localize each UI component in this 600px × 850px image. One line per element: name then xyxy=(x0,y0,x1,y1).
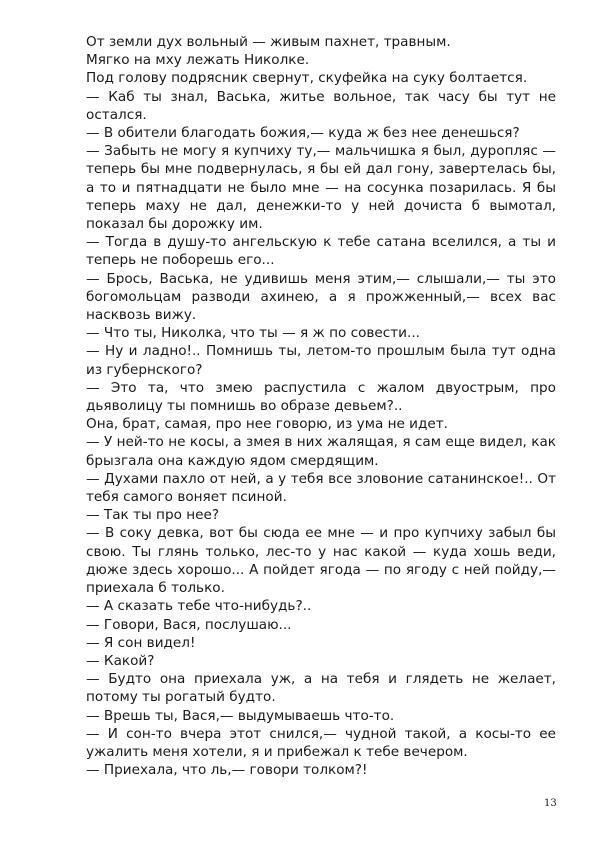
paragraph: — Забыть не могу я купчиху ту,— мальчишка я был, дуропляс — теперь бы мне подвернулась, я бы ей дал гону, завертелась бы, а то и пятнадцати не было мне — на сосунка позарилась. Я бы теперь маху не дал, денежки-то у ней дочиста б вымотал, показал бы дорожку им. xyxy=(86,143,556,233)
paragraph: — Тогда в душу-то ангельскую к тебе сатана вселился, а ты и теперь не поборешь его... xyxy=(86,234,556,269)
paragraph: — Говори, Вася, послушаю... xyxy=(86,616,292,633)
paragraph: Под голову подрясник свернут, скуфейка на суку болтается. xyxy=(86,70,528,87)
body-text xyxy=(86,33,556,779)
paragraph: — Брось, Васька, не удивишь меня этим,— слышали,— ты это богомольцам разводи ахинею, а я прожженный,— всех вас насквозь вижу. xyxy=(86,270,556,324)
paragraph: Она, брат, самая, про нее говорю, из ума не идет. xyxy=(86,416,449,433)
paragraph: — Приехала, что ль,— говори толком?! xyxy=(86,762,368,779)
paragraph: — Какой? xyxy=(86,652,155,669)
paragraph: — Ну и ладно!.. Помнишь ты, летом-то прошлым была тут одна из губернского? xyxy=(86,343,556,378)
paragraph: — Это та, что змею распустила с жалом двуострым, про дьяволицу ты помнишь во образе девьем?.. xyxy=(86,379,556,415)
paragraph: — В обители благодать божия,— куда ж без нее денешься? xyxy=(86,125,520,142)
paragraph: — Каб ты знал, Васька, житье вольное, так часу бы тут не остался. xyxy=(86,88,556,123)
paragraph: — У ней-то не косы, а змея в них жалящая, я сам еще видел, как брызгала она каждую ядом смердящим. xyxy=(86,434,556,469)
paragraph: — Я сон видел! xyxy=(86,634,196,651)
paragraph: — Будто она приехала уж, а на тебя и глядеть не желает, потому ты рогатый будто. xyxy=(86,671,556,706)
paragraph: — Врешь ты, Вася,— выдумываешь что-то. xyxy=(86,707,395,724)
paragraph: — Духами пахло от ней, а у тебя все зловоние сатанинское!.. От тебя самого воняет псиной. xyxy=(86,470,556,506)
page-number: 13 xyxy=(544,798,557,809)
paragraph: — И сон-то вчера этот снился,— чудной такой, а косы-то ее ужалить меня хотели, я и прибежал к тебе вечером. xyxy=(86,725,556,760)
paragraph: — В соку девка, вот бы сюда ее мне — и про купчиху забыл бы свою. Ты глянь только, лес-то у нас какой — куда хошь веди, дюже здесь хорошо... А пойдет ягода — по ягоду с ней пойду,— приехала б только. xyxy=(86,525,556,597)
paragraph: Мягко на мху лежать Николке. xyxy=(86,52,310,69)
paragraph: От земли дух вольный — живым пахнет, травным. xyxy=(86,34,451,50)
paragraph: — Что ты, Николка, что ты — я ж по совести... xyxy=(86,325,420,342)
paragraph: — Так ты про нее? xyxy=(86,507,220,524)
paragraph: — А сказать тебе что-нибудь?.. xyxy=(86,598,312,615)
